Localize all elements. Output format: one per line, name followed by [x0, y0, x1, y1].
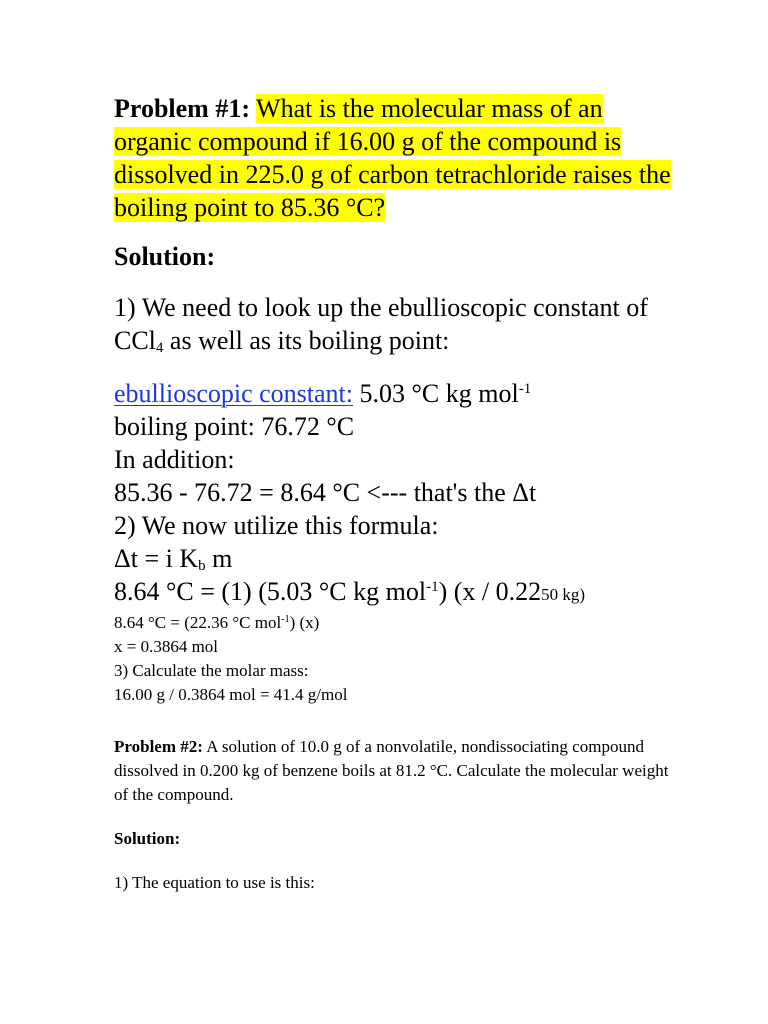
- formula-subscript: b: [198, 558, 206, 574]
- boiling-point-line: boiling point: 76.72 °C: [114, 412, 355, 441]
- solution-2-step-1: 1) The equation to use is this:: [114, 873, 315, 892]
- solution-2-label: Solution:: [114, 829, 181, 848]
- calc-line-4: 16.00 g / 0.3864 mol = 41.4 g/mol: [114, 685, 348, 704]
- ebullioscopic-value-sup: -1: [518, 381, 532, 397]
- step-2-line: 2) We now utilize this formula:: [114, 511, 439, 540]
- problem-2-label: Problem #2:: [114, 737, 203, 756]
- calc-line-1-a: 8.64 °C = (22.36 °C mol: [114, 613, 282, 632]
- solution-2-heading: [114, 827, 674, 851]
- constants-block: [114, 377, 674, 611]
- ebullioscopic-value: 5.03 °C kg mol: [353, 379, 519, 408]
- calc-line-1: [114, 611, 674, 635]
- step-1-text-a: 1) We need to look up the ebullioscopic constant of CCl: [114, 293, 648, 355]
- formula-text-b: m: [205, 544, 233, 573]
- in-addition-line: In addition:: [114, 445, 235, 474]
- ebullioscopic-constant-link[interactable]: ebullioscopic constant:: [114, 379, 354, 408]
- equation-tail: 50 kg): [541, 585, 586, 604]
- step-1: [114, 291, 674, 357]
- formula-line: [114, 542, 674, 575]
- problem-1-question: What is the molecular mass of an organic compound if 16.00 g of the compound is dissolved in 225.0 g of carbon tetrachloride raises the boiling point to 85.36 °C?: [114, 94, 671, 222]
- equation-text-b: ) (x / 0.22: [438, 577, 542, 606]
- solution-1-label: Solution:: [114, 242, 216, 271]
- equation-sup: -1: [426, 579, 439, 595]
- solution-1-heading: [114, 240, 674, 273]
- calc-line-1-sup: -1: [281, 614, 290, 625]
- formula-text-a: Δt = i K: [114, 544, 199, 573]
- problem-1: [114, 92, 674, 224]
- ebullioscopic-line: [114, 377, 674, 410]
- step-1-text-b: as well as its boiling point:: [163, 326, 450, 355]
- calculation-block: [114, 611, 674, 707]
- document-page: [114, 92, 674, 895]
- calc-line-2: x = 0.3864 mol: [114, 637, 219, 656]
- equation-text-a: 8.64 °C = (1) (5.03 °C kg mol: [114, 577, 427, 606]
- problem-2: [114, 735, 674, 807]
- step-1-subscript: 4: [155, 340, 164, 356]
- calc-line-1-b: ) (x): [289, 613, 320, 632]
- problem-2-question: A solution of 10.0 g of a nonvolatile, nondissociating compound dissolved in 0.200 kg of benzene boils at 81.2 °C. Calculate the molecular weight of the compound.: [114, 737, 669, 804]
- calc-line-3: 3) Calculate the molar mass:: [114, 661, 309, 680]
- equation-line: [114, 575, 674, 611]
- problem-1-label: Problem #1:: [114, 94, 250, 123]
- delta-line: 85.36 - 76.72 = 8.64 °C <--- that's the Δt: [114, 478, 537, 507]
